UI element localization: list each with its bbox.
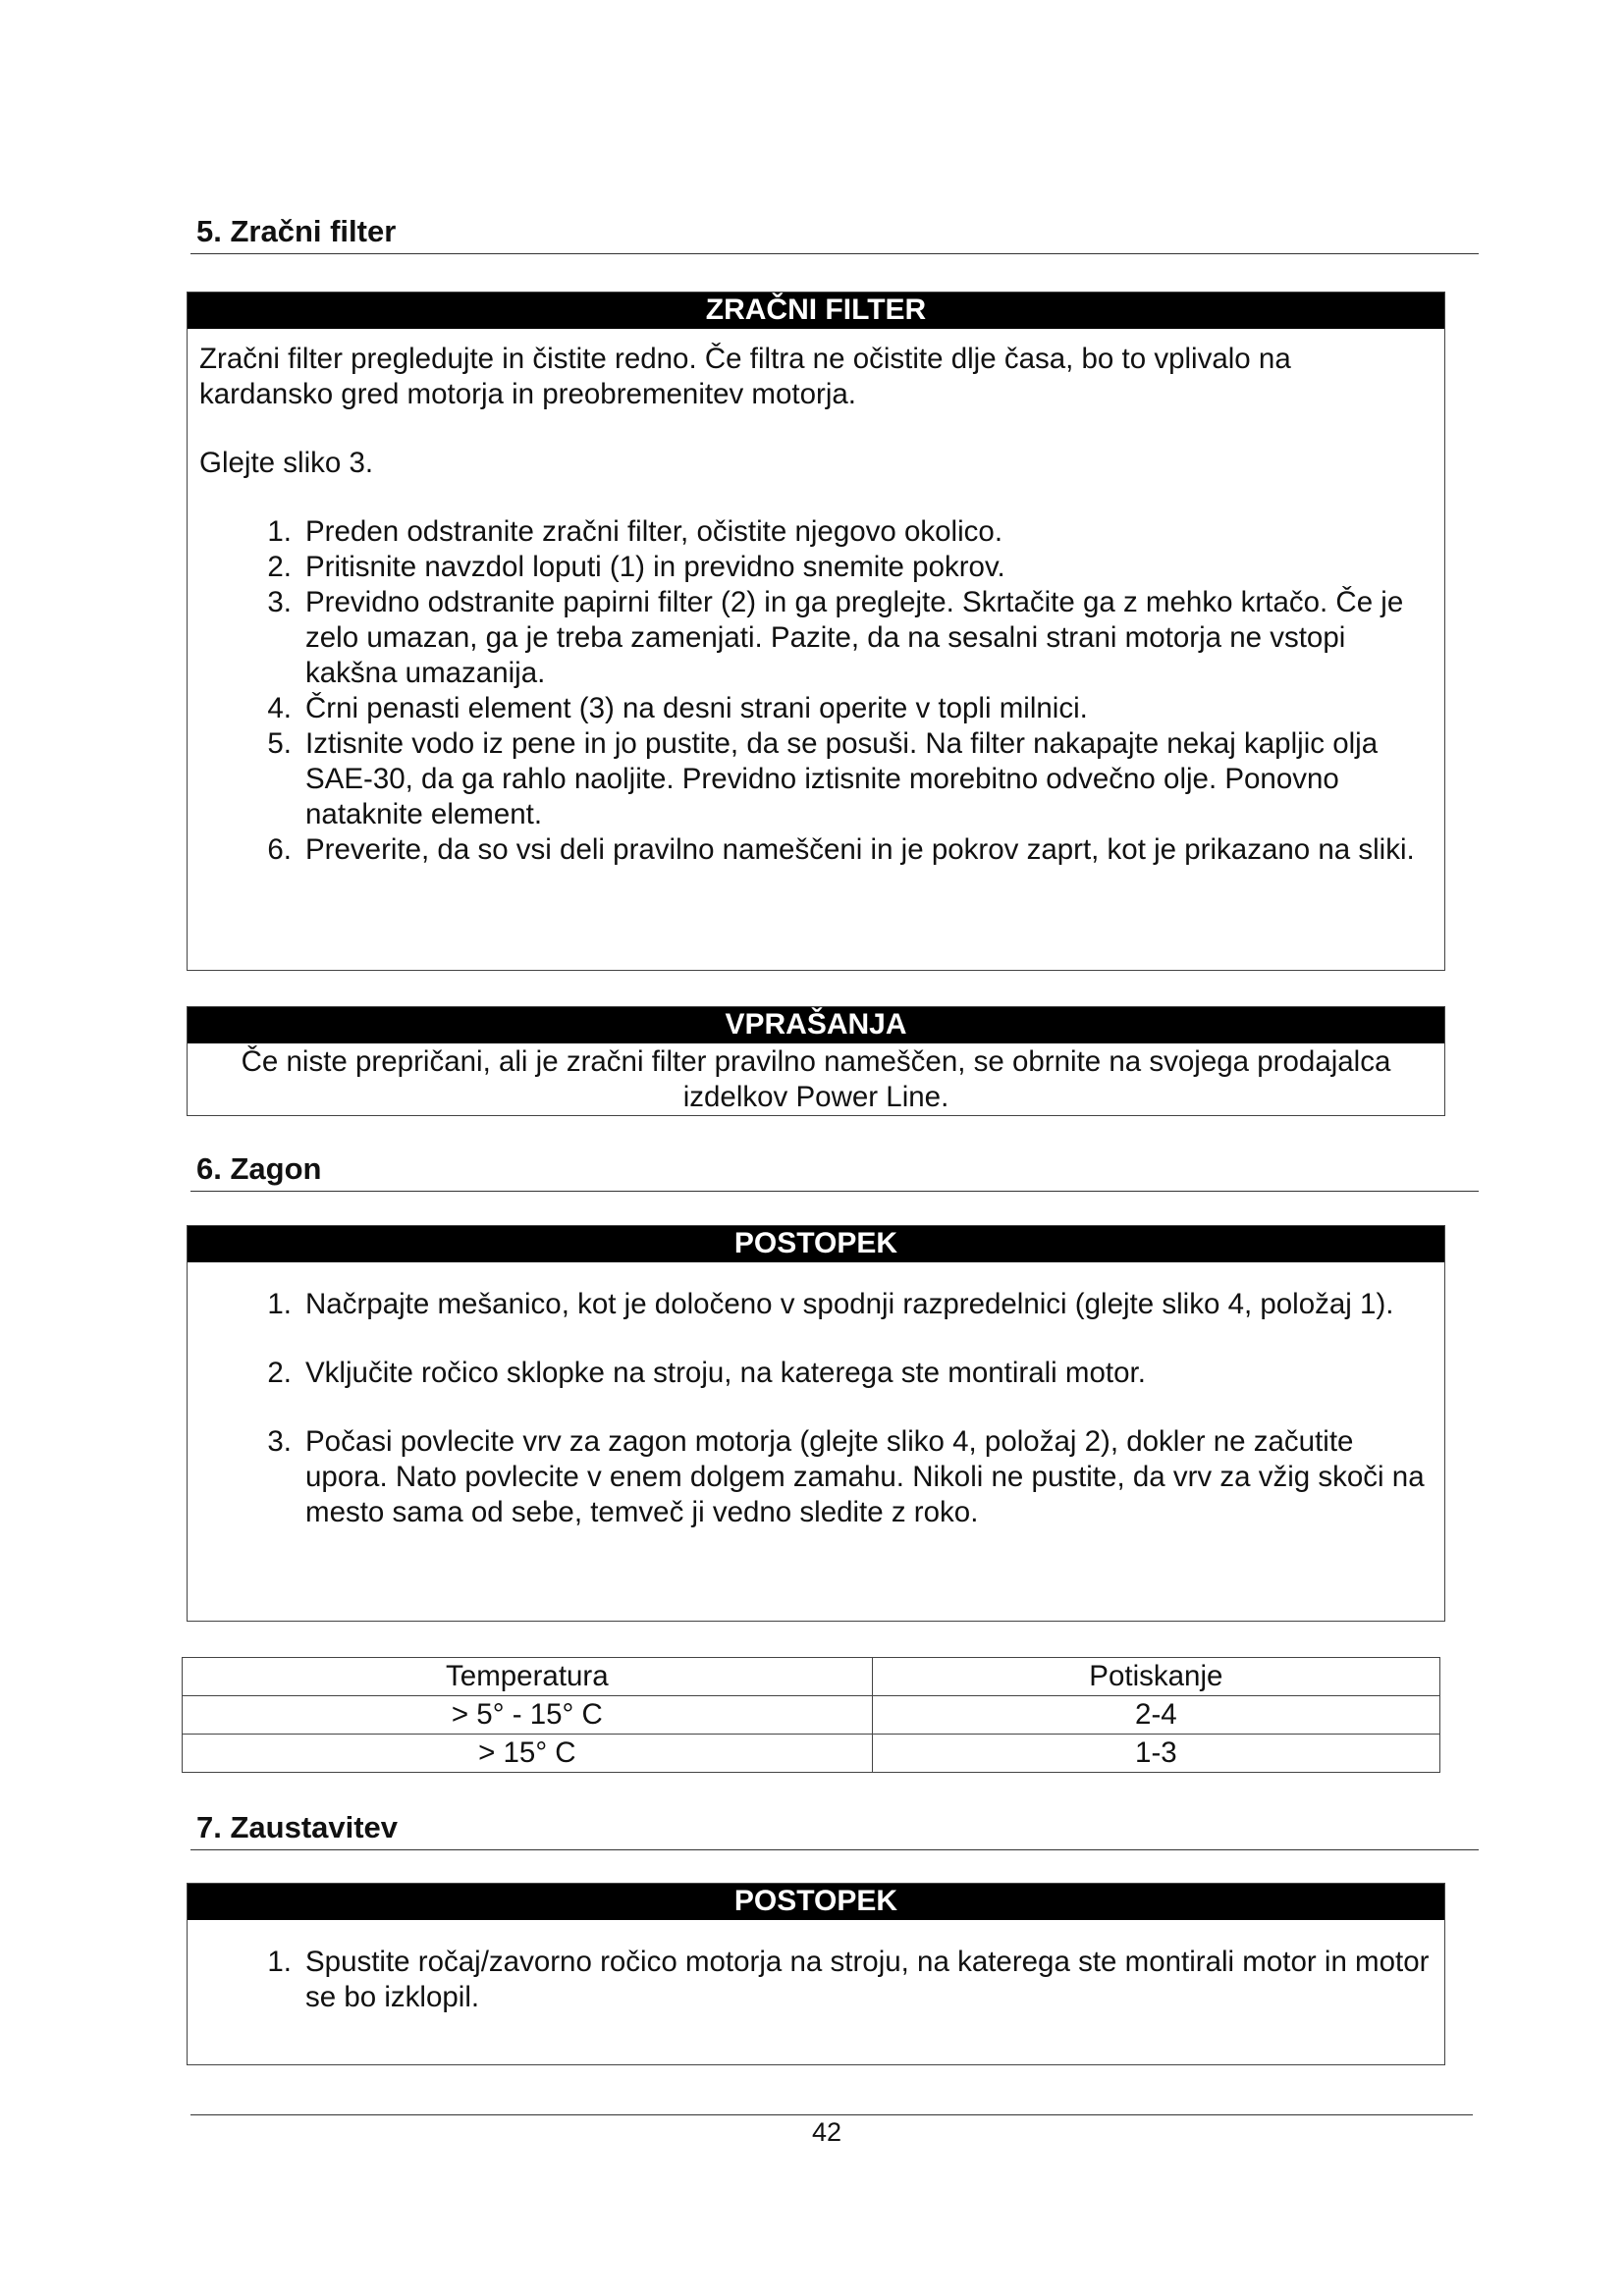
- box-body: [188, 1945, 1444, 2015]
- table-row: [183, 1735, 1440, 1773]
- section-heading-stop: [190, 1810, 1479, 1850]
- section-heading-start: [190, 1151, 1479, 1192]
- step-number: 1.: [267, 1946, 292, 1978]
- list-item: [199, 691, 1433, 726]
- air-filter-box: [187, 292, 1445, 971]
- see-figure-text: Glejte sliko 3.: [199, 447, 374, 479]
- list-item: [199, 514, 1433, 550]
- section-heading-text: 5. Zračni filter: [196, 214, 397, 248]
- step-number: 3.: [267, 586, 292, 618]
- step-number: 2.: [267, 551, 292, 583]
- step-text: Iztisnite vodo iz pene in jo pustite, da se posuši. Na filter nakapajte nekaj kapljic olja SAE-30, da ga rahlo naoljite. Previdno iztisnite morebitno odvečno olje. Ponovno nataknite element.: [305, 727, 1379, 830]
- step-text: Pritisnite navzdol loputi (1) in previdno snemite pokrov.: [305, 551, 1005, 583]
- start-steps: [199, 1287, 1433, 1530]
- table-cell: > 5° - 15° C: [183, 1696, 873, 1735]
- list-item: [199, 1356, 1433, 1391]
- footer-rule: [190, 2114, 1473, 2115]
- step-number: 4.: [267, 692, 292, 724]
- table-row: [183, 1696, 1440, 1735]
- section-heading-air-filter: [190, 214, 1479, 254]
- section-heading-text: 7. Zaustavitev: [196, 1810, 399, 1844]
- box-title-bar: POSTOPEK: [188, 1226, 1444, 1262]
- pump-temperature-table: [182, 1657, 1440, 1773]
- questions-text: Če niste prepričani, ali je zračni filter pravilno nameščen, se obrnite na svojega prodajalca izdelkov Power Line.: [241, 1045, 1391, 1113]
- section-heading-text: 6. Zagon: [196, 1151, 322, 1186]
- step-number: 1.: [267, 1288, 292, 1320]
- step-text: Črni penasti element (3) na desni strani operite v topli milnici.: [305, 692, 1088, 724]
- step-text: Vključite ročico sklopke na stroju, na katerega ste montirali motor.: [305, 1357, 1146, 1389]
- box-body: [188, 1287, 1444, 1530]
- step-text: Počasi povlecite vrv za zagon motorja (glejte sliko 4, položaj 2), dokler ne začutite upora. Nato povlecite v enem dolgem zamahu. Nikoli ne pustite, da vrv za vžig skoči na mesto sama od sebe, temveč ji vedno sledite z roko.: [305, 1425, 1425, 1528]
- list-item: [199, 726, 1433, 832]
- box-title-bar: ZRAČNI FILTER: [188, 293, 1444, 329]
- stop-procedure-box: [187, 1883, 1445, 2065]
- list-item: [199, 1287, 1433, 1322]
- step-number: 6.: [267, 833, 292, 866]
- table-header-row: [183, 1658, 1440, 1696]
- step-number: 1.: [267, 515, 292, 548]
- table-header-cell: Temperatura: [183, 1658, 873, 1696]
- table-cell: > 15° C: [183, 1735, 873, 1773]
- table-header-cell: Potiskanje: [872, 1658, 1439, 1696]
- step-number: 2.: [267, 1357, 292, 1389]
- questions-box: [187, 1006, 1445, 1116]
- start-procedure-box: [187, 1225, 1445, 1622]
- box-body: [188, 342, 1444, 868]
- step-number: 3.: [267, 1425, 292, 1458]
- list-item: [199, 832, 1433, 868]
- step-text: Previdno odstranite papirni filter (2) in ga preglejte. Skrtačite ga z mehko krtačo. Če je zelo umazan, ga je treba zamenjati. Pazite, da na sesalni strani motorja ne vstopi kakšna umazanija.: [305, 586, 1404, 689]
- table-cell: 2-4: [872, 1696, 1439, 1735]
- list-item: [199, 1424, 1433, 1530]
- step-number: 5.: [267, 727, 292, 760]
- box-title-bar: POSTOPEK: [188, 1884, 1444, 1920]
- box-title-bar: VPRAŠANJA: [188, 1007, 1444, 1043]
- air-filter-steps: [199, 514, 1433, 868]
- table-cell: 1-3: [872, 1735, 1439, 1773]
- stop-steps: [199, 1945, 1433, 2015]
- step-text: Preden odstranite zračni filter, očistite njegovo okolico.: [305, 515, 1003, 548]
- page-number: 42: [811, 2117, 842, 2147]
- intro-paragraph: Zračni filter pregledujte in čistite redno. Če filtra ne očistite dlje časa, bo to vplivalo na kardansko gred motorja in preobremenitev motorja.: [199, 343, 1291, 410]
- step-text: Spustite ročaj/zavorno ročico motorja na stroju, na katerega ste montirali motor in motor se bo izklopil.: [305, 1946, 1430, 2013]
- list-item: [199, 1945, 1433, 2015]
- step-text: Preverite, da so vsi deli pravilno nameščeni in je pokrov zaprt, kot je prikazano na sliki.: [305, 833, 1415, 866]
- step-text: Načrpajte mešanico, kot je določeno v spodnji razpredelnici (glejte sliko 4, položaj 1).: [305, 1288, 1394, 1320]
- list-item: [199, 550, 1433, 585]
- list-item: [199, 585, 1433, 691]
